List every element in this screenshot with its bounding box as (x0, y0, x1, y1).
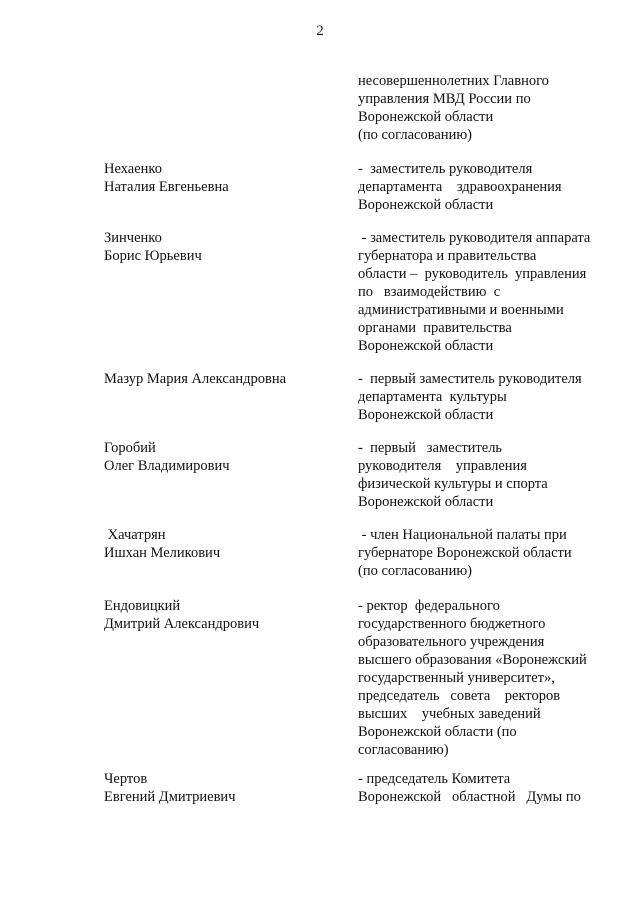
role-line: области – руководитель управления (358, 266, 587, 282)
role-line: - ректор федерального (358, 598, 500, 614)
member-role (358, 370, 618, 424)
name-line: Горобий (104, 440, 156, 456)
role-line: по взаимодействию с (358, 284, 501, 300)
name-line: Чертов (104, 771, 148, 787)
name-line: Ишхан Меликович (104, 545, 221, 561)
member-name (104, 229, 334, 265)
role-line: Воронежской области (358, 197, 494, 213)
role-line: - член Национальной палаты при (358, 527, 567, 543)
role-line: губернаторе Воронежской области (358, 545, 572, 561)
role-line: - председатель Комитета (358, 771, 511, 787)
role-line: - первый заместитель руководителя (358, 371, 582, 387)
role-line: Воронежской области (по (358, 724, 517, 740)
member-name (104, 526, 334, 562)
name-line: Борис Юрьевич (104, 248, 202, 264)
member-name (104, 770, 334, 806)
role-line: (по согласованию) (358, 127, 472, 143)
member-name (104, 160, 334, 196)
name-line: Наталия Евгеньевна (104, 179, 229, 195)
role-line: (по согласованию) (358, 563, 472, 579)
role-line: Воронежской области (358, 109, 494, 125)
role-line: административными и военными (358, 302, 564, 318)
role-line: Воронежской области (358, 407, 494, 423)
name-line: Хачатрян (104, 527, 166, 543)
role-line: - первый заместитель (358, 440, 503, 456)
role-line: высшего образования «Воронежский (358, 652, 587, 668)
name-line: Нехаенко (104, 161, 162, 177)
role-line: государственного бюджетного (358, 616, 546, 632)
role-line: управления МВД России по (358, 91, 531, 107)
role-line: образовательного учреждения (358, 634, 545, 650)
member-role (358, 526, 618, 580)
name-line: Евгений Дмитриевич (104, 789, 236, 805)
member-role (358, 770, 618, 806)
role-line: руководителя управления (358, 458, 527, 474)
name-line: Ендовицкий (104, 598, 181, 614)
name-line: Олег Владимирович (104, 458, 230, 474)
role-line: Воронежской области (358, 338, 494, 354)
name-line: Дмитрий Александрович (104, 616, 260, 632)
role-line: Воронежской областной Думы по (358, 789, 581, 805)
role-line: Воронежской области (358, 494, 494, 510)
role-line: органами правительства (358, 320, 512, 336)
member-role (358, 597, 618, 759)
role-line: - заместитель руководителя аппарата (358, 230, 591, 246)
role-line: государственный университет», (358, 670, 555, 686)
role-line: департамента культуры (358, 389, 507, 405)
member-role (358, 160, 618, 214)
name-line: Зинченко (104, 230, 162, 246)
member-name (104, 597, 334, 633)
role-line: физической культуры и спорта (358, 476, 548, 492)
page-number: 2 (316, 23, 324, 39)
member-role (358, 439, 618, 511)
member-role (358, 72, 618, 144)
role-line: высших учебных заведений (358, 706, 541, 722)
role-line: губернатора и правительства (358, 248, 537, 264)
member-role (358, 229, 618, 355)
role-line: несовершеннолетних Главного (358, 73, 549, 89)
role-line: - заместитель руководителя (358, 161, 533, 177)
role-line: департамента здравоохранения (358, 179, 562, 195)
member-name (104, 370, 334, 388)
member-name (104, 439, 334, 475)
name-line: Мазур Мария Александровна (104, 371, 287, 387)
role-line: председатель совета ректоров (358, 688, 561, 704)
role-line: согласованию) (358, 742, 449, 758)
